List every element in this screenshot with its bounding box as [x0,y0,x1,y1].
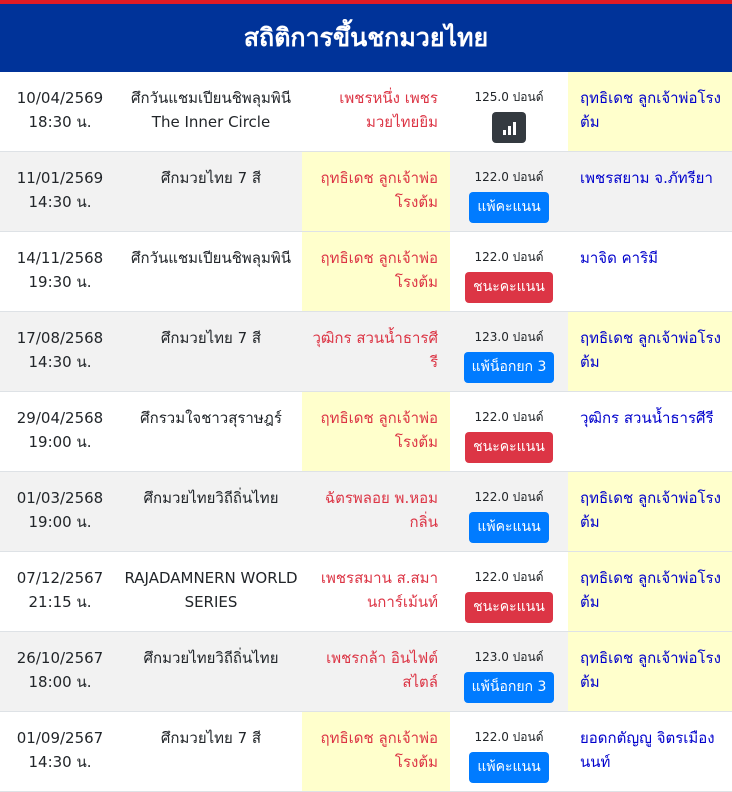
fight-date-cell [0,712,120,791]
fight-date: 26/10/2567 [16,649,104,667]
fight-info [450,392,568,471]
blue-corner-fighter[interactable]: ฤทธิเดช ลูกเจ้าพ่อโรงต้ม [568,472,732,551]
blue-corner-fighter[interactable]: ฤทธิเดช ลูกเจ้าพ่อโรงต้ม [568,552,732,631]
weight-label: 122.0 ปอนด์ [474,570,544,584]
fight-date: 01/03/2568 [16,489,104,507]
event-name: ศึกมวยไทย 7 สี [160,729,262,747]
event-name: ศึกวันแชมเปียนชิพลุมพินี [131,249,291,267]
page-title: สถิติการขึ้นชกมวยไทย [243,23,489,52]
result-badge: แพ้น็อกยก 3 [464,352,555,383]
fight-time: 18:30 น. [28,113,92,131]
fight-info [450,552,568,631]
bar-chart-icon [492,112,526,143]
result-badge: ชนะคะแนน [465,432,553,463]
event-name: ศึกรวมใจชาวสุราษฎร์ [140,409,282,427]
result-badge: ชนะคะแนน [465,592,553,623]
fight-date-cell [0,312,120,391]
event-name: ศึกมวยไทย 7 สี [160,329,262,347]
event-name: ศึกมวยไทยวิถีถิ่นไทย [143,489,279,507]
weight-label: 125.0 ปอนด์ [474,90,544,104]
fight-date-cell [0,392,120,471]
fight-info [450,72,568,151]
red-corner-fighter[interactable]: วุฒิกร สวนน้ำธารศีรี [312,329,438,371]
weight-label: 122.0 ปอนด์ [474,170,544,184]
fight-time: 14:30 น. [28,353,92,371]
red-corner-fighter[interactable]: ฤทธิเดช ลูกเจ้าพ่อโรงต้ม [302,712,450,791]
table-row [0,552,732,632]
red-corner-fighter[interactable]: เพชรสมาน ส.สมานการ์เม้นท์ [320,569,438,611]
fight-info [450,472,568,551]
fight-date-cell [0,632,120,711]
blue-corner-fighter[interactable]: ยอดกตัญญู จิตรเมืองนนท์ [580,729,715,771]
page-header [0,0,732,72]
fight-info [450,712,568,791]
fight-time: 19:00 น. [28,513,92,531]
fight-date: 14/11/2568 [16,249,104,267]
fight-info [450,312,568,391]
table-row [0,232,732,312]
table-row [0,152,732,232]
blue-corner-fighter[interactable]: ฤทธิเดช ลูกเจ้าพ่อโรงต้ม [568,632,732,711]
weight-label: 122.0 ปอนด์ [474,490,544,504]
blue-corner-fighter[interactable]: ฤทธิเดช ลูกเจ้าพ่อโรงต้ม [568,72,732,151]
fight-date: 29/04/2568 [16,409,104,427]
blue-corner-fighter[interactable]: มาจิด คาริมี [580,249,659,267]
fight-date: 07/12/2567 [16,569,104,587]
weight-label: 122.0 ปอนด์ [474,410,544,424]
table-row [0,312,732,392]
fight-time: 14:30 น. [28,193,92,211]
table-row [0,632,732,712]
result-badge: แพ้คะแนน [469,512,548,543]
red-corner-fighter[interactable]: เพชรหนึ่ง เพชรมวยไทยยิม [339,89,438,131]
stats-button[interactable] [492,112,526,143]
result-badge: แพ้น็อกยก 3 [464,672,555,703]
red-corner-fighter[interactable]: ฤทธิเดช ลูกเจ้าพ่อโรงต้ม [302,232,450,311]
red-corner-fighter[interactable]: ฉัตรพลอย พ.หอมกลิ่น [324,489,438,531]
fight-date: 10/04/2569 [16,89,104,107]
fight-date: 01/09/2567 [16,729,104,747]
fight-time: 18:00 น. [28,673,92,691]
blue-corner-fighter[interactable]: เพชรสยาม จ.ภัทรียา [580,169,713,187]
fight-date-cell [0,72,120,151]
fight-info [450,152,568,231]
fight-date-cell [0,552,120,631]
fight-date-cell [0,232,120,311]
result-badge: แพ้คะแนน [469,192,548,223]
fight-time: 19:30 น. [28,273,92,291]
fight-date: 17/08/2568 [16,329,104,347]
table-row [0,712,732,792]
fight-time: 19:00 น. [28,433,92,451]
weight-label: 123.0 ปอนด์ [474,650,544,664]
table-row [0,472,732,552]
result-badge: แพ้คะแนน [469,752,548,783]
fight-record-table [0,72,732,792]
blue-corner-fighter[interactable]: ฤทธิเดช ลูกเจ้าพ่อโรงต้ม [568,312,732,391]
event-name: ศึกมวยไทยวิถีถิ่นไทย [143,649,279,667]
fight-info [450,632,568,711]
event-name: ศึกวันแชมเปียนชิพลุมพินี The Inner Circle [131,89,291,131]
red-corner-fighter[interactable]: เพชรกล้า อินไฟต์สไตล์ [326,649,438,691]
fight-date-cell [0,472,120,551]
fight-date-cell [0,152,120,231]
weight-label: 122.0 ปอนด์ [474,730,544,744]
weight-label: 123.0 ปอนด์ [474,330,544,344]
fight-time: 21:15 น. [28,593,92,611]
result-badge: ชนะคะแนน [465,272,553,303]
event-name: ศึกมวยไทย 7 สี [160,169,262,187]
fight-time: 14:30 น. [28,753,92,771]
event-name: RAJADAMNERN WORLD SERIES [124,569,298,611]
red-corner-fighter[interactable]: ฤทธิเดช ลูกเจ้าพ่อโรงต้ม [302,392,450,471]
fight-info [450,232,568,311]
table-row [0,392,732,472]
red-corner-fighter[interactable]: ฤทธิเดช ลูกเจ้าพ่อโรงต้ม [302,152,450,231]
blue-corner-fighter[interactable]: วุฒิกร สวนน้ำธารศีรี [580,409,714,427]
fight-date: 11/01/2569 [16,169,104,187]
table-row [0,72,732,152]
weight-label: 122.0 ปอนด์ [474,250,544,264]
